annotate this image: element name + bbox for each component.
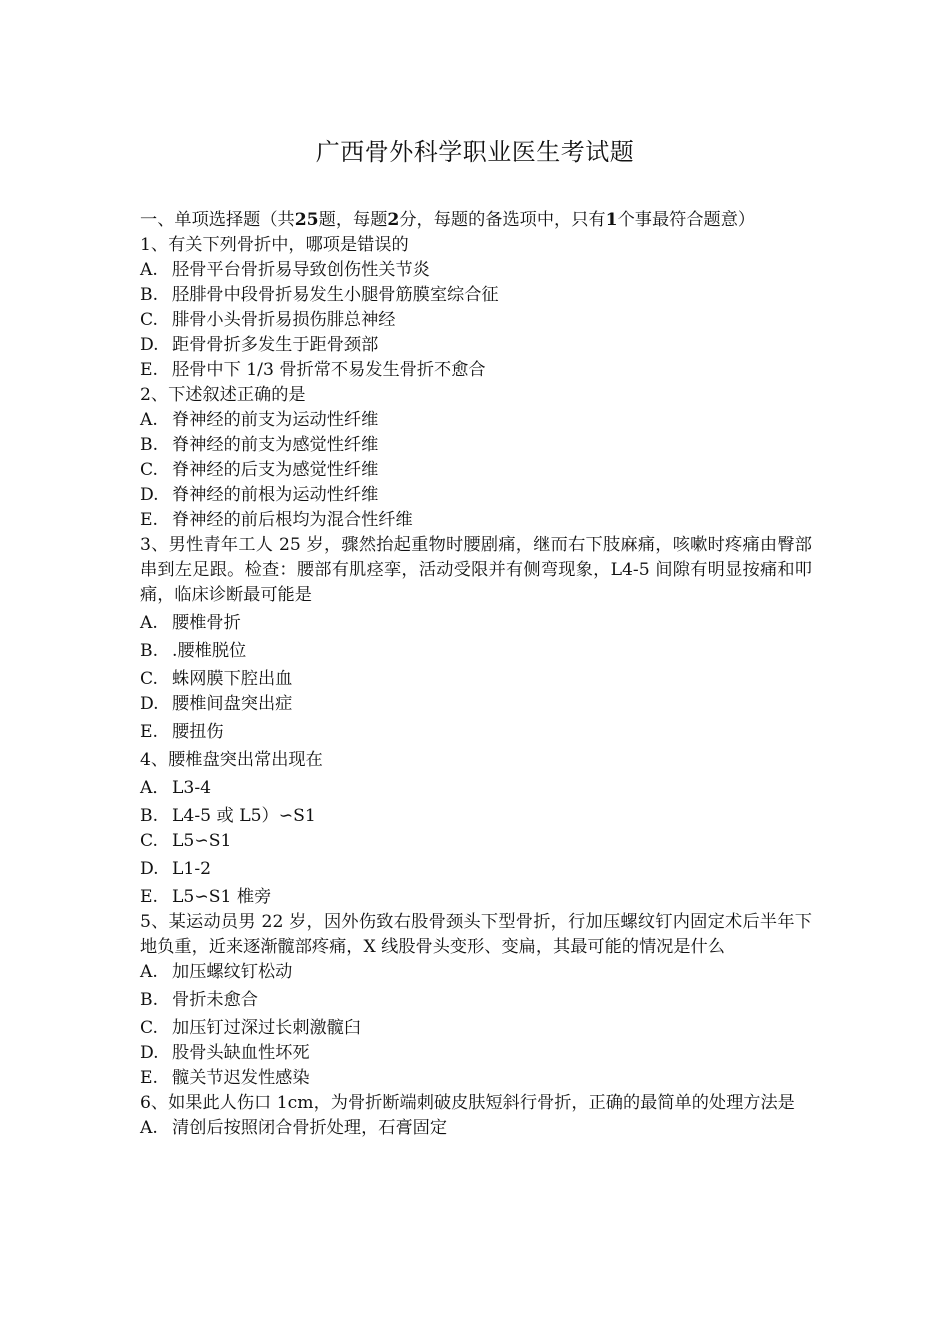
question-3-option-b: B. .腰椎脱位 [140,641,247,661]
question-2-stem: 2、下述叙述正确的是 [140,385,306,405]
question-5-option-c: C. 加压钉过深过长刺激髋臼 [140,1018,362,1038]
question-4-stem: 4、腰椎盘突出常出现在 [140,750,323,770]
question-4-option-d: D. L1-2 [140,859,212,879]
document-title: 广西骨外科学职业医生考试题 [315,138,635,166]
question-5-option-b: B. 骨折未愈合 [140,990,258,1010]
question-5-option-e: E. 髋关节迟发性感染 [140,1068,310,1088]
question-3-option-e: E. 腰扭伤 [140,722,224,742]
question-5-option-a: A. 加压螺纹钉松动 [140,962,293,982]
question-1-option-c: C. 腓骨小头骨折易损伤腓总神经 [140,310,396,330]
question-5-stem: 5、某运动员男 22 岁，因外伤致右股骨颈头下型骨折，行加压螺纹钉内固定术后半年下地负重，近来逐渐髋部疼痛，X 线股骨头变形、变扁，其最可能的情况是什么 [140,912,812,957]
question-3-stem: 3、男性青年工人 25 岁，骤然抬起重物时腰剧痛，继而右下肢麻痛，咳嗽时疼痛由臀部串到左足跟。检查：腰部有肌痉挛，活动受限并有侧弯现象，L4-5 间隙有明显按痛和叩痛，临床诊断最可能是 [140,535,812,605]
question-3-option-a: A. 腰椎骨折 [140,613,241,633]
question-2-option-b: B. 脊神经的前支为感觉性纤维 [140,435,379,455]
document-body [140,208,812,1141]
question-2-option-e: E. 脊神经的前后根均为混合性纤维 [140,510,413,530]
question-3-option-d: D. 腰椎间盘突出症 [140,694,293,714]
question-2-option-c: C. 脊神经的后支为感觉性纤维 [140,460,379,480]
section-heading: 一、单项选择题（共25题，每题2分，每题的备选项中，只有1个事最符合题意） [140,210,756,230]
question-2-option-a: A. 脊神经的前支为运动性纤维 [140,410,379,430]
question-4-option-a: A． L3-4 [140,778,212,798]
question-4-option-e: E. L5∽S1 椎旁 [140,887,272,907]
question-3-option-c: C. 蛛网膜下腔出血 [140,669,293,689]
question-6-option-a: A. 清创后按照闭合骨折处理，石膏固定 [140,1118,448,1138]
question-5-option-d: D. 股骨头缺血性坏死 [140,1043,310,1063]
question-4-option-b: B. L4-5 或 L5）∽S1 [140,806,316,826]
question-4-option-c: C. L5∽S1 [140,831,232,851]
question-1-option-d: D. 距骨骨折多发生于距骨颈部 [140,335,379,355]
question-1-stem: 1、有关下列骨折中，哪项是错误的 [140,235,409,255]
question-1-option-b: B. 胫腓骨中段骨折易发生小腿骨筋膜室综合征 [140,285,499,305]
question-1-option-e: E. 胫骨中下 1/3 骨折常不易发生骨折不愈合 [140,360,486,380]
question-1-option-a: A. 胫骨平台骨折易导致创伤性关节炎 [140,260,430,280]
question-6-stem: 6、如果此人伤口 1cm，为骨折断端刺破皮肤短斜行骨折，正确的最简单的处理方法是 [140,1093,795,1113]
question-2-option-d: D. 脊神经的前根为运动性纤维 [140,485,379,505]
